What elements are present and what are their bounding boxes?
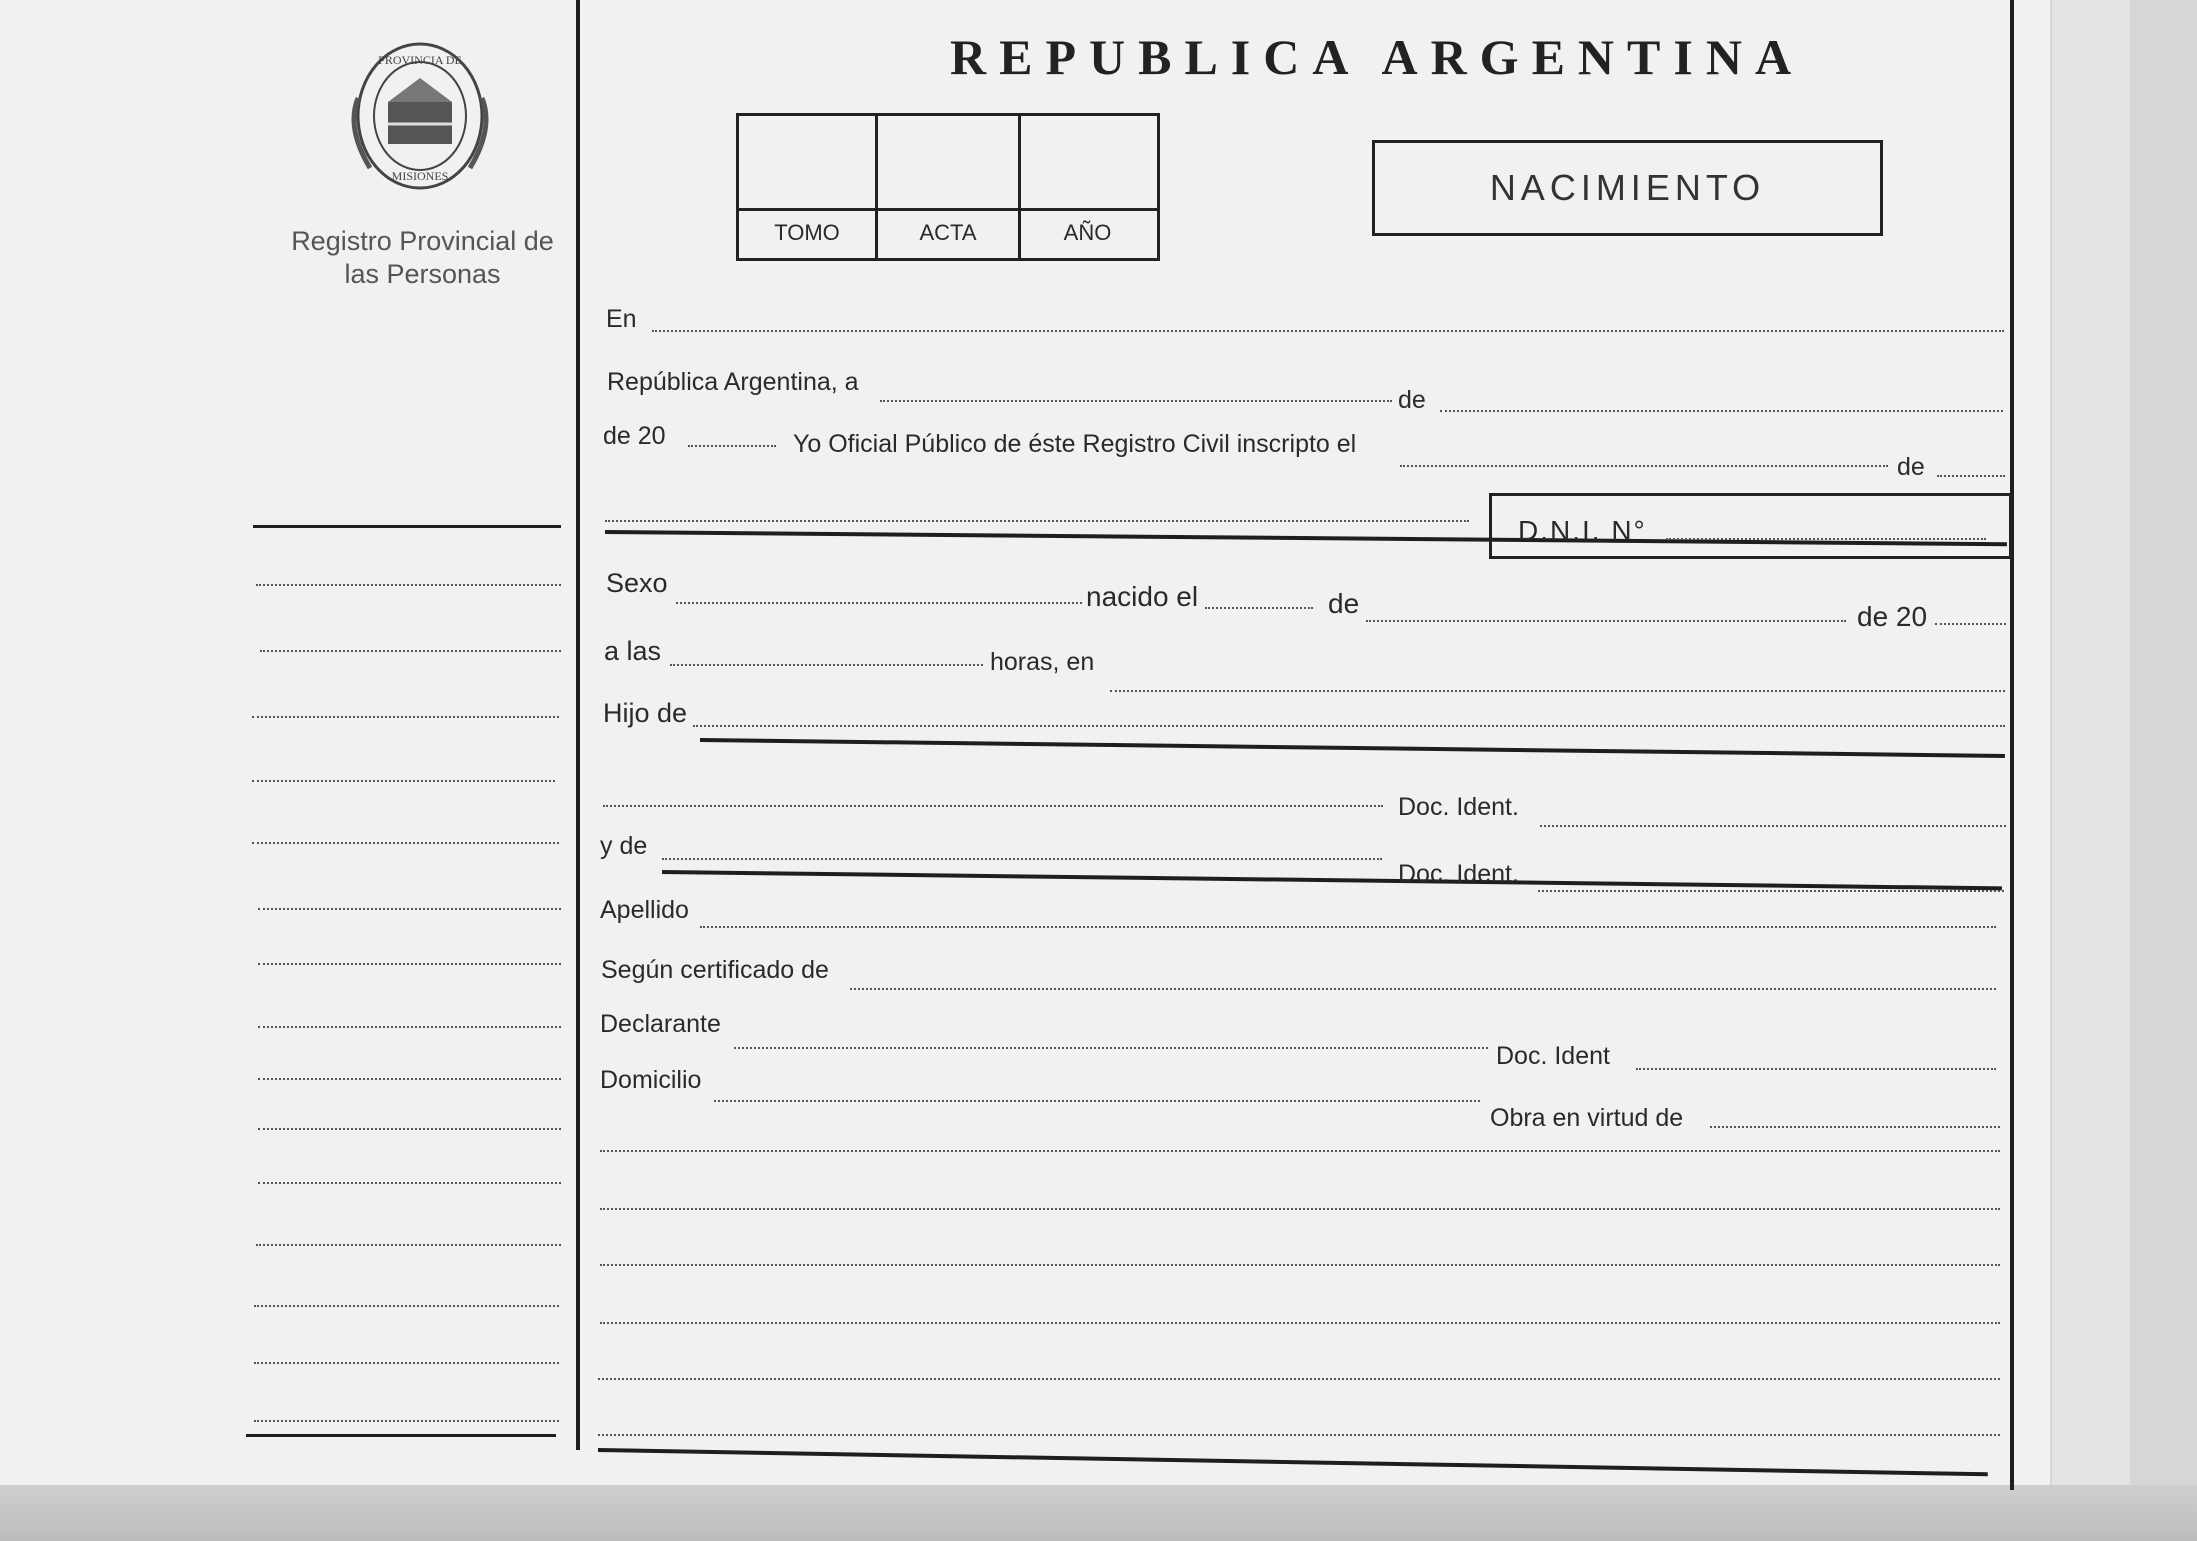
- margin-rule-bottom: [246, 1434, 556, 1437]
- padre-field[interactable]: [603, 805, 1383, 807]
- tomo-label: TOMO: [774, 220, 840, 245]
- svg-text:PROVINCIA DE: PROVINCIA DE: [378, 53, 462, 67]
- margin-line[interactable]: [256, 1244, 561, 1246]
- anio-field[interactable]: [688, 445, 776, 447]
- observaciones-line[interactable]: [598, 1378, 2000, 1380]
- margin-line[interactable]: [254, 1420, 559, 1422]
- observaciones-line[interactable]: [600, 1208, 2000, 1210]
- margin-line[interactable]: [258, 963, 561, 965]
- observaciones-line[interactable]: [600, 1322, 2000, 1324]
- book-bottom-edge: [0, 1485, 2197, 1541]
- inscripto-field[interactable]: [1400, 465, 1888, 467]
- oficial-name-field[interactable]: [605, 520, 1469, 522]
- anio-label: AÑO: [1063, 220, 1112, 245]
- oficial-label: Yo Oficial Público de éste Registro Civil inscripto el: [793, 430, 1357, 458]
- madre-field[interactable]: [662, 858, 1382, 860]
- nacido-label: nacido el: [1086, 581, 1199, 612]
- apellido-label: Apellido: [600, 896, 689, 924]
- margin-rule-top: [253, 525, 561, 528]
- segun-label: Según certificado de: [601, 956, 829, 984]
- domicilio-label: Domicilio: [600, 1066, 702, 1094]
- de20-label: de 20: [603, 422, 666, 450]
- padre-doc-field[interactable]: [1540, 825, 2006, 827]
- margin-line[interactable]: [258, 908, 561, 910]
- segun-field[interactable]: [850, 988, 1996, 990]
- margin-line[interactable]: [254, 1362, 559, 1364]
- obra-field[interactable]: [1710, 1126, 2000, 1128]
- doc-ident-label-3: Doc. Ident: [1496, 1042, 1610, 1070]
- en-label: En: [606, 305, 637, 333]
- record-type: NACIMIENTO: [1489, 167, 1766, 208]
- sexo-field[interactable]: [676, 602, 1082, 604]
- document-title: REPUBLICA ARGENTINA: [950, 29, 1805, 85]
- hijo-field[interactable]: [693, 725, 2005, 727]
- observaciones-line[interactable]: [600, 1264, 2000, 1266]
- doc-ident-label-2: Doc. Ident.: [1398, 860, 1519, 888]
- acta-label: ACTA: [919, 220, 977, 245]
- de-label: de: [1398, 386, 1426, 414]
- apellido-field[interactable]: [700, 926, 1996, 928]
- margin-line[interactable]: [258, 1078, 561, 1080]
- madre-doc-field[interactable]: [1538, 890, 2004, 892]
- lugar-field[interactable]: [1110, 690, 2005, 692]
- margin-line[interactable]: [254, 1305, 559, 1307]
- margin-line[interactable]: [258, 1128, 561, 1130]
- record-type-box: [1372, 140, 1883, 236]
- de-label-2: de: [1897, 453, 1925, 481]
- dia-field[interactable]: [880, 400, 1392, 402]
- dni-label: D.N.I. N°: [1518, 515, 1647, 546]
- margin-line[interactable]: [252, 842, 559, 844]
- mes-field[interactable]: [1440, 410, 2003, 412]
- en-field[interactable]: [652, 330, 2004, 332]
- hora-field[interactable]: [670, 664, 983, 666]
- yde-label: y de: [600, 832, 648, 860]
- margin-line[interactable]: [258, 1182, 561, 1184]
- inscripto-mes-field[interactable]: [1937, 475, 2005, 477]
- nacido-dia-field[interactable]: [1205, 607, 1313, 609]
- registry-name: Registro Provincial de las Personas: [291, 226, 554, 289]
- declarante-doc-field[interactable]: [1636, 1068, 1996, 1070]
- acta-cell[interactable]: [878, 116, 1021, 208]
- de-label-3: de: [1328, 588, 1360, 619]
- dni-box: [1489, 493, 2012, 559]
- observaciones-line[interactable]: [598, 1434, 2000, 1436]
- page-right-border: [2010, 0, 2014, 1490]
- sexo-label: Sexo: [606, 568, 668, 598]
- margin-divider: [576, 0, 580, 1450]
- hijo-label: Hijo de: [603, 698, 688, 728]
- republica-label: República Argentina, a: [607, 368, 859, 396]
- tomo-cell[interactable]: [739, 116, 878, 208]
- register-box: [736, 113, 1160, 261]
- margin-line[interactable]: [260, 650, 561, 652]
- nacido-anio-field[interactable]: [1935, 623, 2006, 625]
- de20-label-2: de 20: [1857, 601, 1928, 632]
- nacido-mes-field[interactable]: [1366, 620, 1846, 622]
- margin-line[interactable]: [252, 716, 559, 718]
- dni-field[interactable]: [1666, 538, 1986, 540]
- alas-label: a las: [604, 636, 662, 666]
- svg-text:MISIONES: MISIONES: [391, 169, 449, 183]
- domicilio-field[interactable]: [714, 1100, 1480, 1102]
- declarante-field[interactable]: [734, 1047, 1488, 1049]
- anio-cell[interactable]: [1021, 116, 1154, 208]
- declarante-label: Declarante: [600, 1010, 721, 1038]
- observaciones-line[interactable]: [600, 1150, 2000, 1152]
- doc-ident-label: Doc. Ident.: [1398, 793, 1519, 821]
- margin-line[interactable]: [256, 584, 561, 586]
- obra-label: Obra en virtud de: [1490, 1104, 1684, 1132]
- horas-label: horas, en: [990, 648, 1095, 676]
- margin-line[interactable]: [258, 1026, 561, 1028]
- margin-line[interactable]: [252, 780, 555, 782]
- adjacent-page-edge: [2050, 0, 2197, 1541]
- misiones-seal-icon: [340, 28, 500, 198]
